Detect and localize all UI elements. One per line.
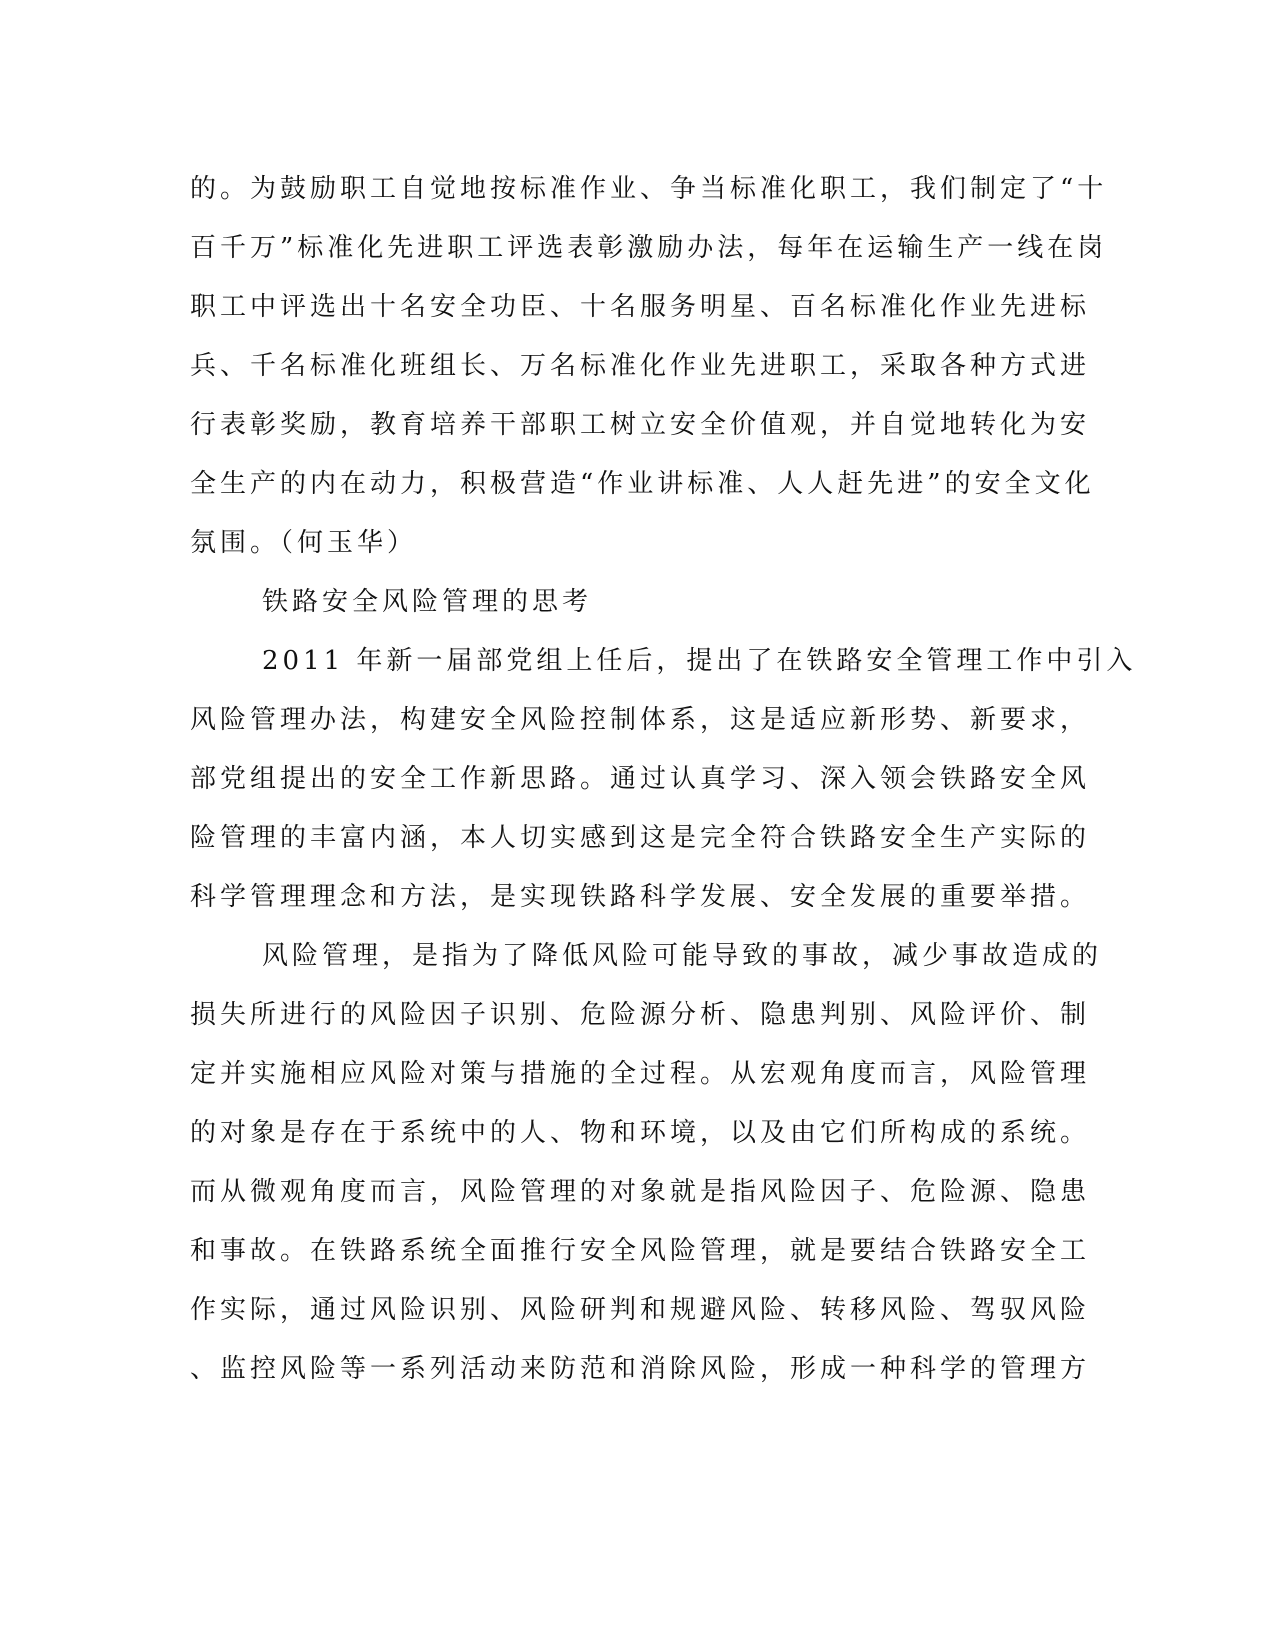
section-heading: 铁路安全风险管理的思考: [262, 587, 593, 617]
text-line: 作实际，通过风险识别、风险研判和规避风险、转移风险、驾驭风险: [190, 1295, 1091, 1325]
text-line: 损失所进行的风险因子识别、危险源分析、隐患判别、风险评价、制: [190, 1000, 1091, 1030]
text-line: 职工中评选出十名安全功臣、十名服务明星、百名标准化作业先进标: [190, 292, 1091, 322]
text-line: 的对象是存在于系统中的人、物和环境，以及由它们所构成的系统。: [190, 1118, 1091, 1148]
text-line: 全生产的内在动力，积极营造“作业讲标准、人人赶先进”的安全文化: [190, 469, 1095, 499]
text-line: 的。为鼓励职工自觉地按标准作业、争当标准化职工，我们制定了“十: [190, 174, 1108, 204]
text-line: 、监控风险等一系列活动来防范和消除风险，形成一种科学的管理方: [190, 1354, 1091, 1384]
text-line: 险管理的丰富内涵，本人切实感到这是完全符合铁路安全生产实际的: [190, 823, 1091, 853]
text-line: 兵、千名标准化班组长、万名标准化作业先进职工，采取各种方式进: [190, 351, 1091, 381]
document-body: [190, 160, 1137, 1399]
text-line: 和事故。在铁路系统全面推行安全风险管理，就是要结合铁路安全工: [190, 1236, 1091, 1266]
text-line: 百千万”标准化先进职工评选表彰激励办法，每年在运输生产一线在岗: [190, 233, 1108, 263]
text-line: 氛围。（何玉华）: [190, 528, 418, 558]
text-line: 科学管理理念和方法，是实现铁路科学发展、安全发展的重要举措。: [190, 882, 1091, 912]
text-line: 风险管理办法，构建安全风险控制体系，这是适应新形势、新要求，: [190, 705, 1091, 735]
text-line: 而从微观角度而言，风险管理的对象就是指风险因子、危险源、隐患: [190, 1177, 1091, 1207]
text-line: 2011 年新一届部党组上任后，提出了在铁路安全管理工作中引入: [262, 646, 1137, 676]
text-line: 部党组提出的安全工作新思路。通过认真学习、深入领会铁路安全风: [190, 764, 1091, 794]
text-line: 风险管理，是指为了降低风险可能导致的事故，减少事故造成的: [262, 941, 1103, 971]
text-line: 行表彰奖励，教育培养干部职工树立安全价值观，并自觉地转化为安: [190, 410, 1091, 440]
text-line: 定并实施相应风险对策与措施的全过程。从宏观角度而言，风险管理: [190, 1059, 1091, 1089]
